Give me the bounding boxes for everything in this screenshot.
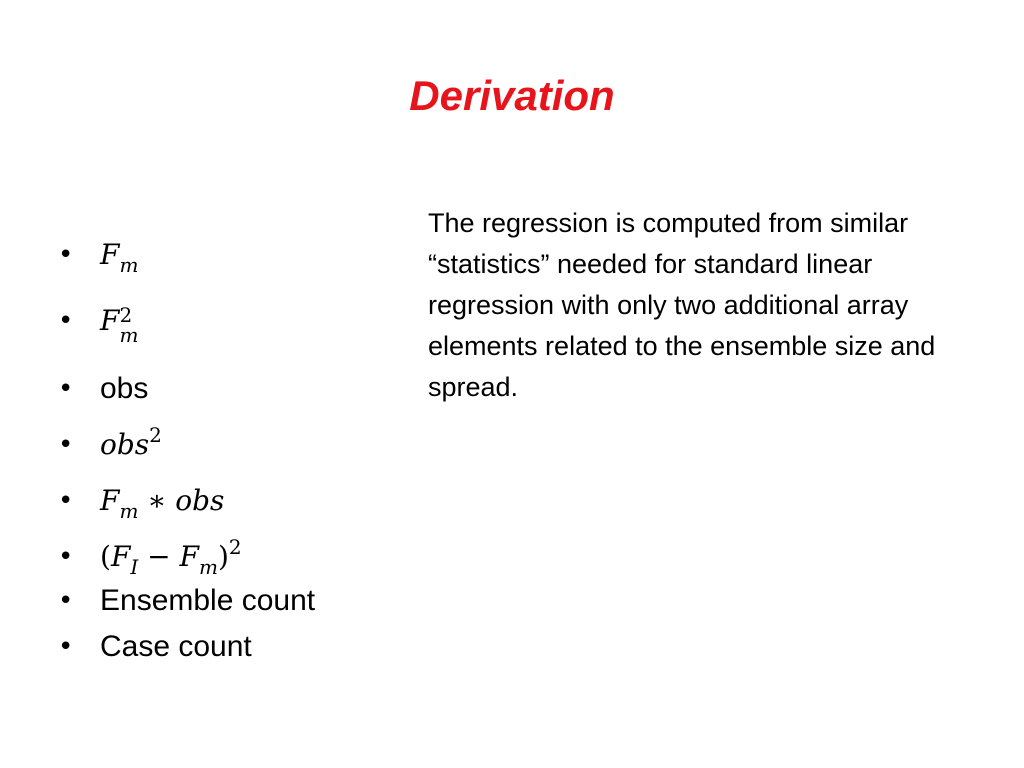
formula-obs-squared — [100, 423, 162, 464]
formula-supsub — [119, 303, 139, 347]
bullet-dot: • — [58, 240, 74, 270]
formula-paren-close: ) — [217, 540, 229, 573]
list-item-obs: obs — [100, 372, 149, 405]
bullet-dot: • — [58, 486, 74, 516]
formula-paren-open: ( — [100, 540, 111, 573]
explanation-paragraph: The regression is computed from similar “statistics” needed for standard linear regression with only two additional array elements related to the ensemble size and spread. — [428, 208, 936, 402]
formula-base: F — [179, 540, 199, 573]
formula-fm — [100, 238, 139, 277]
formula-base: F — [100, 238, 120, 271]
formula-superscript: 2 — [228, 535, 242, 559]
formula-fm-times-obs — [100, 484, 225, 523]
list-item-case-count: Case count — [100, 630, 252, 663]
formula-term: obs — [175, 484, 225, 517]
formula-superscript: 2 — [149, 423, 162, 447]
formula-fm-squared — [100, 303, 139, 347]
formula-base: F — [100, 484, 120, 517]
bullet-dot: • — [58, 374, 74, 404]
formula-base: F — [100, 304, 120, 337]
formula-subscript: m — [119, 253, 139, 277]
bullet-dot: • — [58, 306, 74, 336]
formula-subscript: I — [130, 555, 139, 579]
formula-spread-squared — [100, 535, 242, 579]
formula-operator: − — [138, 540, 180, 573]
bullet-dot: • — [58, 586, 74, 616]
bullet-dot: • — [58, 542, 74, 572]
formula-subscript: m — [198, 555, 218, 579]
formula-base: F — [110, 540, 131, 573]
formula-subscript: m — [119, 499, 139, 523]
bullet-dot: • — [58, 430, 74, 460]
bullet-dot: • — [58, 632, 74, 662]
formula-operator: ∗ — [138, 484, 176, 517]
list-item-ensemble-count: Ensemble count — [100, 584, 316, 617]
formula-subscript: m — [119, 323, 139, 347]
formula-superscript: 2 — [119, 303, 133, 327]
slide-title: Derivation — [409, 72, 615, 119]
formula-base: obs — [100, 428, 150, 461]
